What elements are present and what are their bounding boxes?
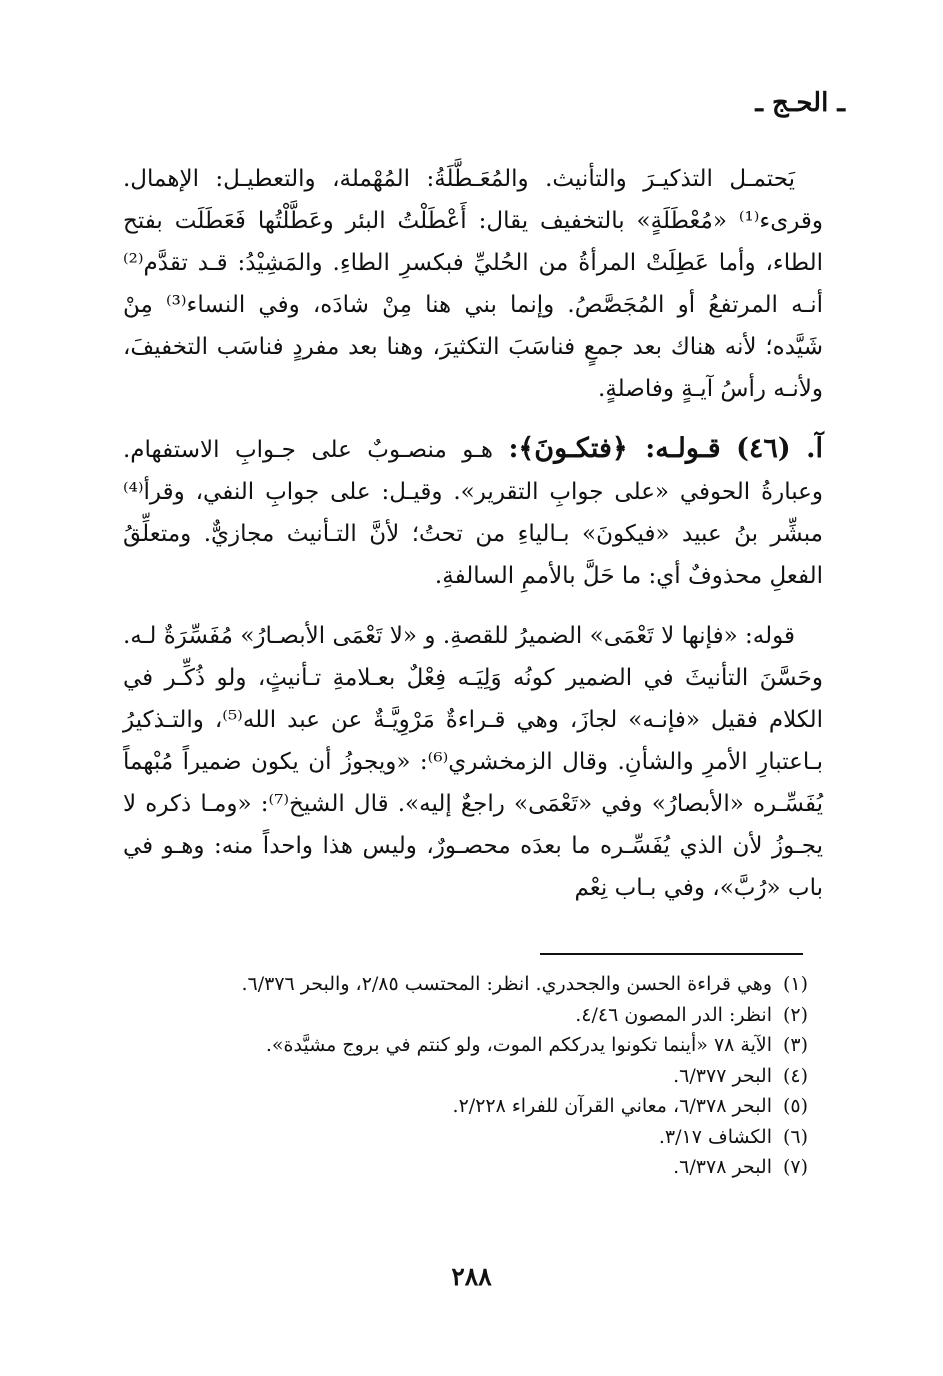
section-46	[123, 428, 823, 597]
footnote-number: (١)	[782, 973, 808, 995]
footnote-4	[118, 1061, 808, 1092]
footnote-6	[118, 1122, 808, 1153]
footnote-3	[118, 1030, 808, 1061]
footnote-text: الآية ٧٨ «أينما تكونوا يدرككم الموت، ولو كنتم في بروج مشيَّدة».	[265, 1034, 772, 1056]
footnote-text: انظر: الدر المصون ٤/٤٦.	[575, 1003, 772, 1026]
footnote-text: وهي قراءة الحسن والجحدري. انظر: المحتسب ٢/٨٥، والبحر ٦/٣٧٦.	[241, 973, 772, 995]
section-heading: قـولـه: ﴿فتكـونَ﴾:	[508, 433, 721, 464]
footnote-number: (٣)	[782, 1034, 808, 1056]
footnote-text: البحر ٦/٣٧٨.	[673, 1156, 772, 1178]
section-marker: آ.	[806, 433, 824, 464]
footnote-7	[118, 1152, 808, 1183]
footnotes-list	[118, 969, 808, 1183]
paragraph-3: قوله: «فإنها لا تَعْمَى» الضميرُ للقصةِ. و «لا تَعْمَى الأبصـارُ» مُفَسِّرَةٌ لـه. وحَسَّنَ التأنيثَ في الضمير كونُه وَلِيَـه فِعْلٌ بعـلامةِ تـأنيثٍ، ولو ذُكِّـر في الكلام فقيل «فإنـه» لجازَ، وهي قـراءةٌ مَرْوِيَّـةٌ عن عبد الله⁽⁵⁾، والتـذكيرُ بـاعتبارِ الأمرِ والشأنِ. وقال الزمخشري⁽⁶⁾: «ويجوزُ أن يكون ضميراً مُبْهماً يُفَسِّـره «الأبصارُ» وفي «تَعْمَى» راجعٌ إليه». قال الشيخ⁽⁷⁾: «ومـا ذكره لا يجـوزُ لأن الذي يُفَسِّـره ما بعدَه محصـورٌ، وليس هذا واحداً منه: وهـو في باب «رُبَّ»، وفي بـاب نِعْم	[123, 623, 824, 901]
running-header: ـ الحـج ـ	[755, 88, 845, 118]
footnote-number: (٢)	[782, 1003, 808, 1026]
page-number: ٢٨٨	[451, 1262, 492, 1291]
footnote-number: (٥)	[782, 1095, 808, 1117]
footnote-number: (٧)	[782, 1156, 808, 1178]
footnote-text: البحر ٦/٣٧٨، معاني القرآن للفراء ٢/٢٢٨.	[452, 1095, 772, 1117]
footnote-2	[118, 1000, 808, 1031]
footnote-separator	[540, 953, 803, 955]
paragraph-2: الاستفهام. وعبارةُ الحوفي «على جوابِ التقرير». وقيـل: على جوابِ النفي، وقرأ⁽⁴⁾ مبشِّر بنُ عبيد «فيكونَ» بـالياءِ من تحتُ؛ لأنَّ التـأنيث مجازيٌّ. ومتعلِّقُ الفعلِ محذوفٌ أي: ما حَلَّ بالأممِ السالفةِ.	[123, 437, 823, 589]
footnote-number: (٦)	[782, 1125, 808, 1148]
section-number: (٤٦)	[736, 433, 791, 464]
footnote-number: (٤)	[782, 1064, 808, 1087]
footnote-5	[118, 1091, 808, 1122]
section-lead-text: هـو منصـوبٌ على جـوابِ	[234, 437, 493, 463]
footnote-text: الكشاف ٣/١٧.	[658, 1125, 772, 1148]
footnote-text: البحر ٦/٣٧٧.	[673, 1064, 772, 1087]
footnote-1	[118, 969, 808, 1000]
main-text	[123, 158, 823, 909]
paragraph-1: يَحتمـل التذكيـرَ والتأنيث. والمُعَـطَّلَةُ: المُهْملة، والتعطيـل: الإهمال. وقرىء⁽¹⁾ «مُعْطَلَةٍ» بالتخفيف يقال: أَعْطَلْتُ البئر وعَطَّلْتُها فَعَطَلَت بفتح الطاء، وأما عَطِلَتْ المرأةُ من الحُليِّ فبكسرِ الطاءِ. والمَشِيْدُ: قـد تقدَّم⁽²⁾ أنـه المرتفعُ أو المُجَصَّصُ. وإنما بني هنا مِنْ شادَه، وفي النساء⁽³⁾ مِنْ شَيَّده؛ لأنه هناك بعد جمعٍ فناسَبَ التكثيرَ، وهنا بعد مفردٍ فناسَب التخفيفَ، ولأنـه رأسُ آيـةٍ وفاصلةٍ.	[123, 166, 823, 402]
